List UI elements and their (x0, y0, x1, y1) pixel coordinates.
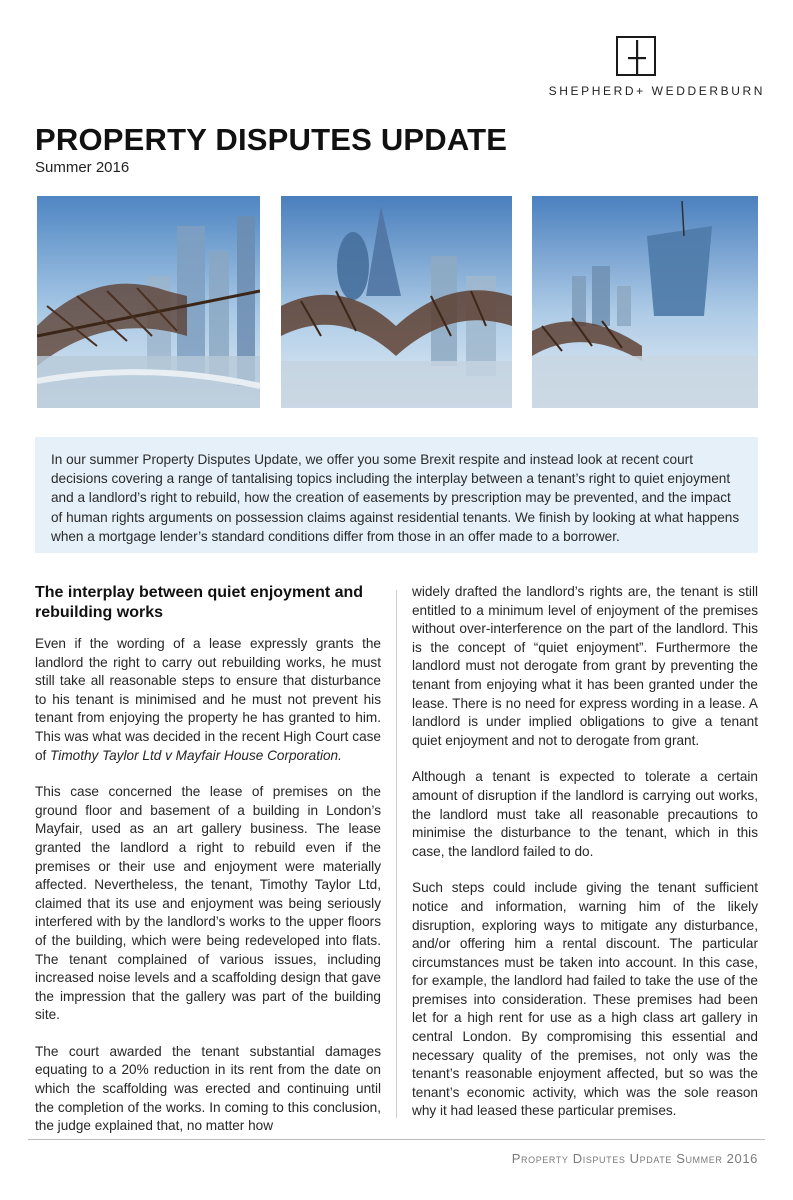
case-name: Timothy Taylor Ltd v Mayfair House Corporation. (50, 747, 342, 763)
intro-text: In our summer Property Disputes Update, we offer you some Brexit respite and instead look at recent court decisions covering a range of tantalising topics including the interplay between a tenant’s right to quiet enjoyment and a landlord’s right to rebuild, how the creation of easements by prescription may be prevented, and the impact of human rights arguments on possession claims against residential tenants. We finish by looking at what happens when a mortgage lender’s standard conditions differ from those in an offer made to a borrower. (51, 452, 740, 544)
article-paragraph-6: Such steps could include giving the tenant sufficient notice and information, warning him of the likely disruption, exploring ways to mitigate any disturbance, and/or offering him a rental discount. The particular circumstances must be taken into account. In this case, for example, the landlord had failed to take the use of the premises into consideration. These premises had been let for a high rent for use as a high class art gallery in central London. By compromising this essential and necessary quality of the premises, not only was the tenant’s reasonable enjoyment affected, but so was the tenant’s economic activity, which was the sole reason why it had leased these particular premises. (412, 880, 758, 1119)
paragraph-1-text: Even if the wording of a lease expressly grants the landlord the right to carry out rebuilding works, he must still take all reasonable steps to ensure that disturbance to his tenant is minimised and he must not prevent his tenant from enjoying the property he has granted to him. This was what was decided in the recent High Court case of (35, 636, 381, 763)
cityscape-photo-icon (281, 196, 512, 408)
cityscape-photo-icon (37, 196, 260, 408)
london-skyline-bridge-photo-2 (281, 196, 512, 408)
article-paragraph-3: The court awarded the tenant substantial damages equating to a 20% reduction in its rent from the date on which the scaffolding was erected and continuing until the completion of the works. In coming to this conclusion, the judge explained that, no matter how (35, 1043, 381, 1134)
footer-divider (28, 1139, 765, 1140)
brand-name: SHEPHERD+ WEDDERBURN (548, 84, 765, 98)
london-skyline-bridge-photo-1 (37, 196, 260, 408)
intro-summary-box (35, 437, 758, 553)
page-subtitle: Summer 2016 (35, 159, 130, 176)
page-title: PROPERTY DISPUTES UPDATE (35, 122, 508, 157)
article-paragraph-5: Although a tenant is expected to tolerate a certain amount of disruption if the landlord is carrying out works, the landlord must take all reasonable precautions to minimise the disturbance to the tenant, which in this case, the landlord failed to do. (412, 769, 758, 859)
london-skyline-bridge-photo-3 (532, 196, 758, 408)
column-divider (396, 590, 397, 1118)
article-column-left (35, 583, 381, 1154)
section-heading: The interplay between quiet enjoyment and rebuilding works (35, 584, 364, 621)
footer-title: Property Disputes Update Summer 2016 (511, 1151, 758, 1166)
article-paragraph-4: widely drafted the landlord’s rights are, the tenant is still entitled to a minimum level of enjoyment of the premises without over-interference on the part of the landlord. This is the concept of “quiet enjoyment”. Furthermore the landlord must not derogate from grant by preventing the tenant from enjoying what it has been granted under the lease. There is no need for express wording in a lease. A landlord is under implied obligations to give a tenant quiet enjoyment and not to derogate from grant. (412, 584, 758, 748)
article-paragraph-2: This case concerned the lease of premises on the ground floor and basement of a building in London’s Mayfair, used as an art gallery business. The lease granted the landlord a right to rebuild even if the premises or their use and enjoyment were materially affected. Nevertheless, the tenant, Timothy Taylor Ltd, claimed that its use and enjoyment was being seriously interfered with by the landlord’s works to the upper floors of the building, which were being redeveloped into flats. The tenant complained of various issues, including increased noise levels and a scaffolding design that gave the impression that the gallery was part of the building site. (35, 784, 381, 1023)
shepherd-wedderburn-logo-icon (616, 36, 656, 76)
cityscape-photo-icon (532, 196, 758, 408)
article-paragraph-1 (35, 635, 381, 765)
article-column-right (412, 583, 758, 1139)
